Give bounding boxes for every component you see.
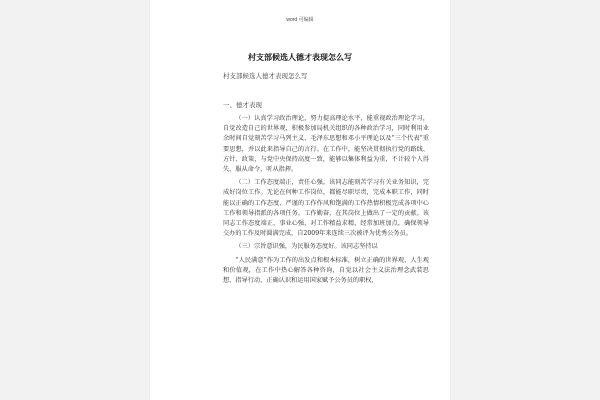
- paragraph-4: “人民满意”作为工作的出发点和根本标准，树立正确的世界观、人生观和价值观，在工作中热心解答各种咨询，自觉以社会主义法治理念武装思想、指导行动，正确认识和运用国家赋予公务员的职权，: [223, 256, 429, 285]
- body-text: [223, 114, 429, 289]
- header-note: word 可编辑: [286, 17, 314, 23]
- paragraph-2: （二）工作态度端正，责任心强。该同志能刻苦学习有关业务知识，完成好岗位工作。无论在何种工作岗位，都能尽职尽责，完成本职工作，同时能以正确的工作态度、严谨的工作作风和饱满的工作热情积极完成各项中心工作和领导指派的各项任务。工作勤奋，在其岗位上做出了一定的贡献。该同志工作态度端正，事业心强，对工作精益求精，经常加班加点，确保领导交办的工作及时圆满完成，自2009年来连续三次被评为优秀公务员。: [223, 179, 429, 238]
- document-subtitle: 村支部候选人德才表现怎么写: [223, 72, 308, 80]
- section-heading: 一、德才表现: [223, 101, 262, 109]
- document-page: [150, 0, 450, 400]
- paragraph-3: （三）宗旨意识强，为民服务态度好。该同志坚持以: [235, 243, 378, 251]
- document-title: 村支部候选人德才表现怎么写: [248, 52, 352, 62]
- paragraph-1: （一）认真学习政治理论，努力提高理论水平，能重视政治理论学习，自觉改造自己的世界观，积极参加局机关组织的各种政治学习，同时利用业余时间自觉刻苦学习马列主义、毛泽东思想和邓小平理论以及“三个代表”重要思想，并以此来指导自己的言行。在工作中，能坚决贯彻执行党的路线、方针、政策，与党中央保持高度一致，能够以集体利益为重，不计较个人得失，服从命令，听从指挥。: [223, 115, 429, 174]
